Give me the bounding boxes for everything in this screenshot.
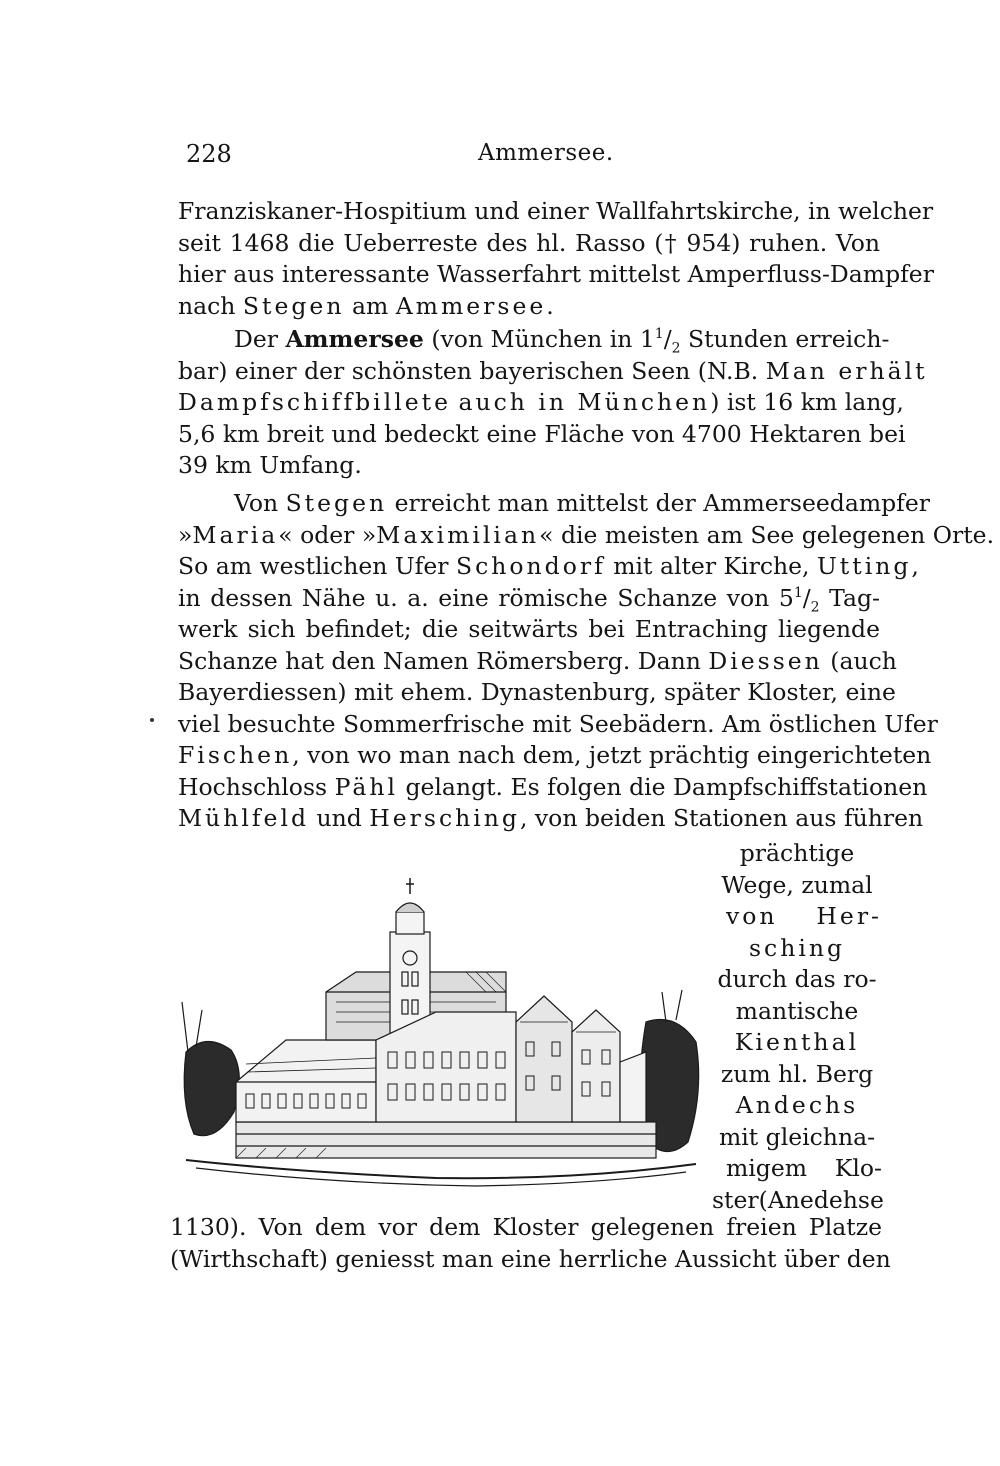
spaced-phrase: Man erhält: [765, 356, 928, 385]
spaced-name: Schondorf: [455, 552, 606, 580]
fraction-slash: /: [802, 583, 811, 612]
text-run: in dessen Nähe u. a. eine römische Schanze von 5: [178, 583, 794, 612]
text-run: ,: [911, 552, 919, 580]
text-run: bar) einer der schönsten bayerischen Seen (N.B.: [178, 356, 766, 385]
page-number: 228: [186, 140, 232, 168]
text-run: Stunden erreich-: [680, 325, 890, 353]
text-line: ster(Anedehse: [712, 1185, 884, 1214]
text-line: Wege, zumal: [721, 870, 873, 899]
running-title: Ammersee.: [478, 140, 614, 166]
spaced-phrase: Dampfschiffbillete: [178, 388, 451, 416]
spaced-name: Utting: [817, 552, 912, 580]
text-line: Andechs: [735, 1091, 859, 1119]
text-line: mantische: [735, 996, 859, 1025]
monastery-engraving: [176, 872, 704, 1190]
text-run: (auch: [822, 646, 897, 675]
text-line: viel besuchte Sommerfrische mit Seebädern. Am östlichen Ufer: [178, 709, 938, 738]
fraction-numerator: 1: [654, 326, 664, 343]
bold-term: Ammersee: [285, 325, 424, 353]
text-line: zum hl. Berg: [720, 1059, 874, 1088]
text-line: seit 1468 die Ueberreste des hl. Rasso († 954) ruhen. Von: [178, 228, 880, 257]
text-line: [178, 291, 880, 323]
text-run: , von wo man nach dem, jetzt prächtig eingerichteten: [292, 741, 932, 769]
paragraph-continuation: [170, 1212, 891, 1275]
spaced-phrase: auch in München: [458, 388, 711, 416]
text-run: Von: [234, 489, 286, 517]
text-run: « oder »: [278, 520, 377, 549]
text-run: und: [309, 804, 370, 832]
text-line: [178, 772, 928, 804]
spaced-name: Diessen: [708, 646, 823, 675]
text-line: hier aus interessante Wasserfahrt mittelst Amperfluss-Dampfer: [178, 260, 934, 288]
spaced-name: Mühlfeld: [178, 804, 310, 832]
text-line: 5,6 km breit und bedeckt eine Fläche von 4700 Hektaren bei: [178, 419, 906, 448]
fraction-denominator: 2: [671, 340, 681, 357]
paragraph-2: [178, 324, 928, 482]
text-line: [178, 551, 919, 583]
text-run: Tag-: [819, 583, 880, 612]
spaced-name: Pähl: [334, 772, 398, 801]
text-line: 1130). Von dem vor dem Kloster gelegenen freien Platze: [170, 1213, 882, 1241]
text-line: [178, 740, 932, 772]
text-line: [178, 520, 995, 552]
text-line: Kienthal: [734, 1028, 860, 1056]
text-line: werk sich befindet; die seitwärts bei Entraching liegende: [178, 615, 880, 643]
text-run: , von beiden Stationen aus führen: [519, 804, 924, 832]
text-run: (von München in 1: [423, 325, 655, 353]
text-run: .: [546, 291, 554, 320]
text-line: von Her-: [726, 902, 882, 930]
text-run: am: [344, 291, 396, 320]
text-line: mit gleichna-: [718, 1122, 876, 1151]
text-line: [178, 488, 931, 520]
margin-mark: [150, 718, 154, 722]
text-line: sching: [748, 933, 846, 962]
text-run: Der: [234, 325, 286, 353]
text-run: « die meisten am See gelegenen Orte.: [539, 520, 995, 549]
fraction-slash: /: [663, 325, 672, 353]
page-header: [186, 140, 880, 170]
paragraph-3: [178, 488, 995, 835]
sidebar-text: [712, 838, 882, 1216]
text-run: Schanze hat den Namen Römersberg. Dann: [178, 646, 709, 675]
text-line: durch das ro-: [717, 965, 877, 993]
spaced-name: Hersching: [369, 804, 520, 832]
text-run: ) ist 16 km lang,: [710, 388, 904, 416]
text-line: [178, 646, 897, 678]
spaced-name: Maria: [192, 520, 279, 549]
spaced-name: Stegen: [285, 489, 388, 517]
text-line: prächtige: [739, 839, 855, 867]
text-run: So am westlichen Ufer: [178, 552, 456, 580]
text-line: 39 km Umfang.: [178, 451, 362, 479]
text-line: Franziskaner-Hospitium und einer Wallfahrtskirche, in welcher: [178, 197, 934, 225]
text-run: erreicht man mittelst der Ammerseedampfer: [387, 489, 931, 517]
spaced-name: Ammersee: [395, 291, 547, 320]
text-line: (Wirthschaft) geniesst man eine herrliche Aussicht über den: [170, 1244, 891, 1273]
fraction-numerator: 1: [793, 584, 803, 601]
text-run: »: [178, 520, 193, 549]
text-line: [178, 387, 904, 419]
text-run: Hochschloss: [178, 772, 335, 801]
text-line: [178, 324, 890, 357]
spaced-name: Fischen: [178, 741, 293, 769]
text-line: [178, 803, 924, 835]
text-line: Bayerdiessen) mit ehem. Dynastenburg, später Kloster, eine: [178, 678, 896, 706]
spaced-name: Maximilian: [376, 520, 540, 549]
text-line: migem Klo-: [726, 1154, 882, 1182]
spaced-name: Stegen: [242, 291, 345, 320]
text-line: [178, 583, 880, 615]
fraction-denominator: 2: [810, 599, 820, 616]
paragraph-1: [178, 196, 934, 322]
text-run: mit alter Kirche,: [605, 552, 817, 580]
text-run: nach: [178, 291, 243, 320]
text-run: gelangt. Es folgen die Dampfschiffstationen: [397, 772, 928, 801]
text-line: [178, 356, 928, 388]
